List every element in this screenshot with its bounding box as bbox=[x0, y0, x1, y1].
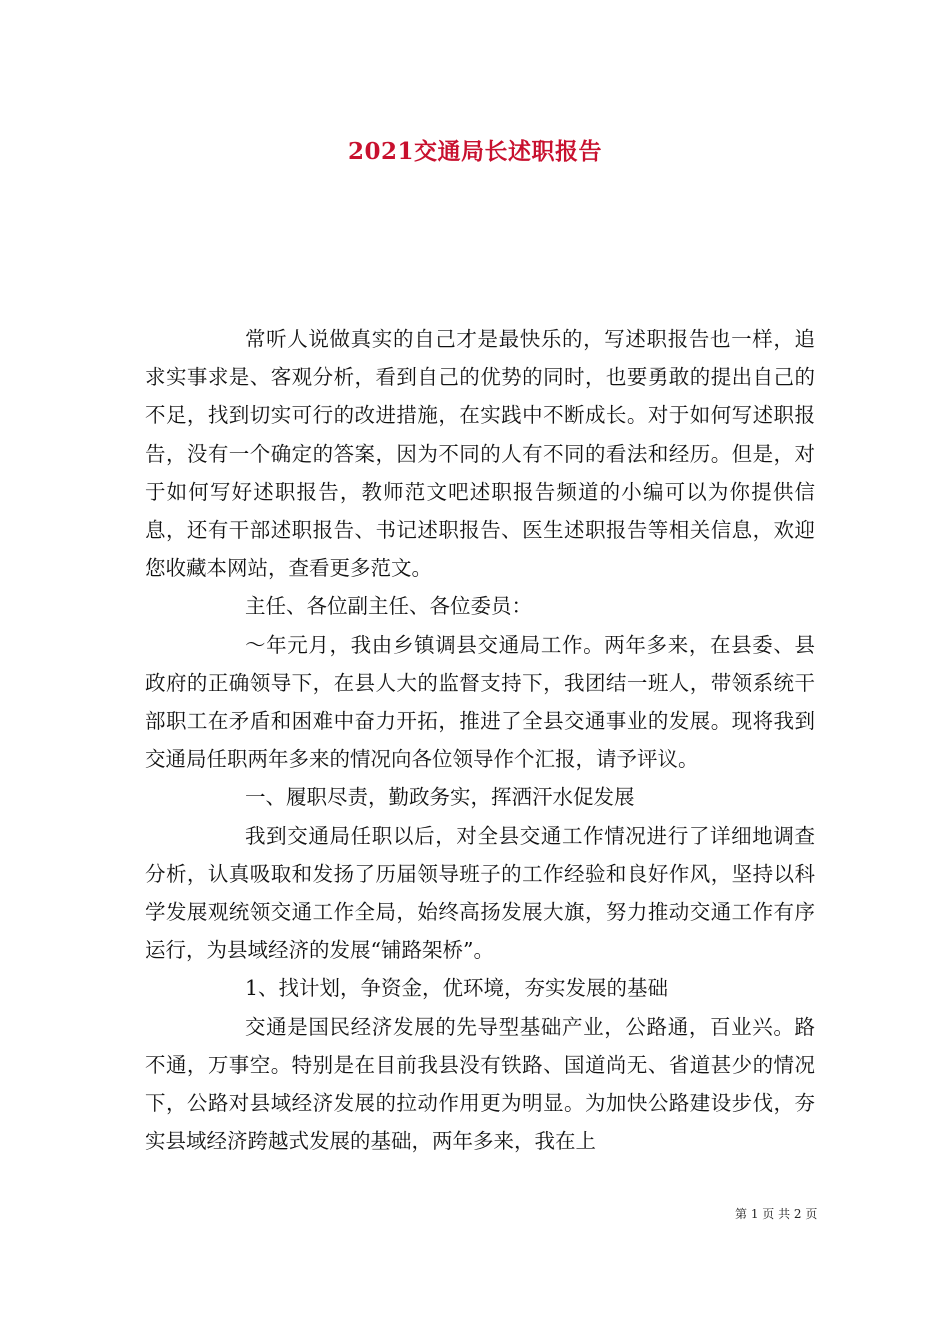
paragraph-section-1: 我到交通局任职以后，对全县交通工作情况进行了详细地调查分析，认真吸取和发扬了历届领导班子的工作经验和良好作风，坚持以科学发展观统领交通工作全局，始终高扬发展大旗，努力推动交通工作有序运行，为县域经济的发展“铺路架桥”。 bbox=[145, 823, 815, 963]
document-body bbox=[145, 320, 815, 1160]
section-heading-1: 一、履职尽责，勤政务实，挥洒汗水促发展 bbox=[245, 785, 635, 810]
paragraph-opening: ～年元月，我由乡镇调县交通局工作。两年多来，在县委、县政府的正确领导下，在县人大的监督支持下，我团结一班人，带领系统干部职工在矛盾和困难中奋力开拓，推进了全县交通事业的发展。现将我到交通局任职两年多来的情况向各位领导作个汇报，请予评议。 bbox=[145, 632, 815, 772]
paragraph-intro: 常听人说做真实的自己才是最快乐的，写述职报告也一样，追求实事求是、客观分析，看到自己的优势的同时，也要勇敢的提出自己的不足，找到切实可行的改进措施，在实践中不断成长。对于如何写述职报告，没有一个确定的答案，因为不同的人有不同的看法和经历。但是，对于如何写好述职报告，教师范文吧述职报告频道的小编可以为你提供信息，还有干部述职报告、书记述职报告、医生述职报告等相关信息，欢迎您收藏本网站，查看更多范文。 bbox=[145, 327, 815, 581]
paragraph-subsection-1: 交通是国民经济发展的先导型基础产业，公路通，百业兴。路不通，万事空。特别是在目前我县没有铁路、国道尚无、省道甚少的情况下，公路对县域经济发展的拉动作用更为明显。为加快公路建设步伐，夯实县域经济跨越式发展的基础，两年多来，我在上 bbox=[145, 1014, 815, 1154]
subsection-heading-1: 1、找计划，争资金，优环境，夯实发展的基础 bbox=[245, 976, 669, 1001]
document-title: 2021交通局长述职报告 bbox=[347, 138, 602, 165]
page-number-footer: 第 1 页 共 2 页 bbox=[735, 1207, 818, 1221]
paragraph-salutation: 主任、各位副主任、各位委员： bbox=[245, 594, 532, 619]
